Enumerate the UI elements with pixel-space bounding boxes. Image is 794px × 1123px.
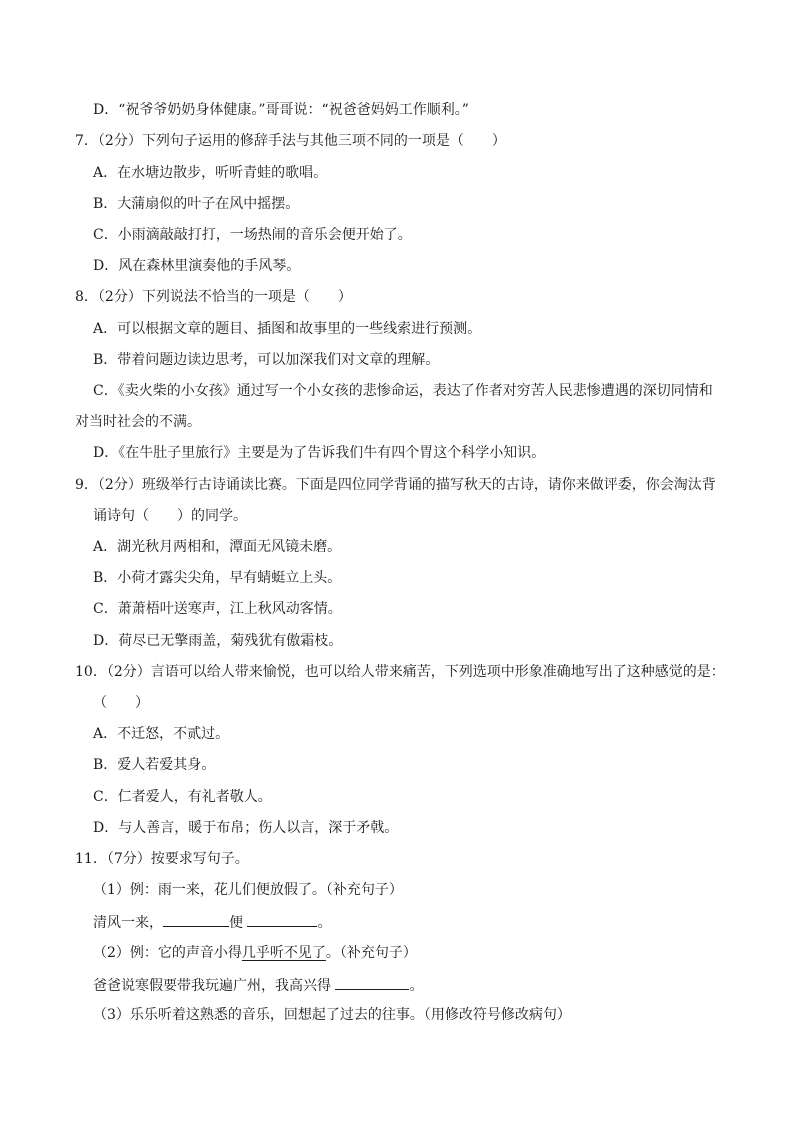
- q11-part2-answer: [93, 975, 423, 995]
- question-10-line1: 10．（2分）言语可以给人带来愉悦，也可以给人带来痛苦，下列选项中形象准确地写出了这种感觉的是：: [75, 664, 725, 680]
- q11-part2-prompt: 爸爸说寒假要带我玩遍广州，我高兴得: [93, 978, 331, 994]
- q11-part1-example: （1）例：雨一来，花儿们便放假了。（补充句子）: [93, 882, 403, 898]
- q7-option-a: A．在水塘边散步，听听青蛙的歌唱。: [93, 165, 328, 181]
- q11-part2-example: [93, 944, 417, 962]
- q11-part2-example-text: （2）例：它的声音小得: [93, 945, 242, 961]
- q8-option-c-line1: C．《卖火柴的小女孩》通过写一个小女孩的悲惨命运，表达了作者对穷苦人民悲惨遭遇的深切同情和: [93, 383, 713, 399]
- q9-option-b: B．小荷才露尖尖角，早有蜻蜓立上头。: [93, 570, 342, 586]
- q11-part3: （3）乐乐听着这熟悉的音乐，回想起了过去的往事。（用修改符号修改病句）: [93, 1007, 571, 1023]
- question-7: 7．（2分）下列句子运用的修辞手法与其他三项不同的一项是（ ）: [75, 133, 506, 149]
- q11-part2-blank[interactable]: [335, 975, 409, 990]
- q7-option-b: B．大蒲扇似的叶子在风中摇摆。: [93, 196, 300, 212]
- q11-part1-blank-2[interactable]: [247, 912, 317, 927]
- q11-part2-period: 。: [409, 978, 424, 994]
- q11-part1-answer: [93, 912, 331, 932]
- q9-option-d: D．荷尽已无擎雨盖，菊残犹有傲霜枝。: [93, 633, 343, 649]
- q11-part1-period: 。: [317, 915, 332, 931]
- q10-option-b: B．爱人若爱其身。: [93, 757, 216, 773]
- question-9-line1: 9．（2分）班级举行古诗诵读比赛。下面是四位同学背诵的描写秋天的古诗，请你来做评委，你会淘汰背: [75, 477, 716, 493]
- q9-option-c: C．萧萧梧叶送寒声，江上秋风动客情。: [93, 601, 342, 617]
- q11-part1-blank-1[interactable]: [163, 912, 229, 927]
- question-11: 11．（7分）按要求写句子。: [75, 851, 249, 867]
- q7-option-d: D．风在森林里演奏他的手风琴。: [93, 258, 301, 274]
- q8-option-c-line2: 对当时社会的不满。: [75, 414, 201, 430]
- q11-part1-prompt: 清风一来，: [93, 915, 163, 931]
- question-10-line2: （ ）: [93, 695, 149, 711]
- question-8: 8．（2分）下列说法不恰当的一项是（ ）: [75, 289, 352, 305]
- q8-option-b: B．带着问题边读边思考，可以加深我们对文章的理解。: [93, 352, 440, 368]
- q11-part2-underlined: 几乎听不见了: [241, 945, 326, 961]
- q11-part2-instruction: 。（补充句子）: [325, 945, 417, 961]
- question-9-line2: 诵诗句（ ）的同学。: [93, 508, 247, 524]
- q11-part1-connector: 便: [229, 915, 243, 931]
- q10-option-d: D．与人善言，暖于布帛；伤人以言，深于矛戟。: [93, 820, 399, 836]
- q9-option-a: A．湖光秋月两相和，潭面无风镜未磨。: [93, 539, 342, 555]
- q6-option-d: D．“祝爷爷奶奶身体健康。”哥哥说：“祝爸爸妈妈工作顺利。”: [93, 102, 469, 118]
- q10-option-c: C．仁者爱人，有礼者敬人。: [93, 789, 272, 805]
- q8-option-d: D．《在牛肚子里旅行》主要是为了告诉我们牛有四个胃这个科学小知识。: [93, 445, 546, 461]
- q10-option-a: A．不迁怒，不贰过。: [93, 726, 230, 742]
- q8-option-a: A．可以根据文章的题目、插图和故事里的一些线索进行预测。: [93, 321, 482, 337]
- q7-option-c: C．小雨滴敲敲打打，一场热闹的音乐会便开始了。: [93, 227, 412, 243]
